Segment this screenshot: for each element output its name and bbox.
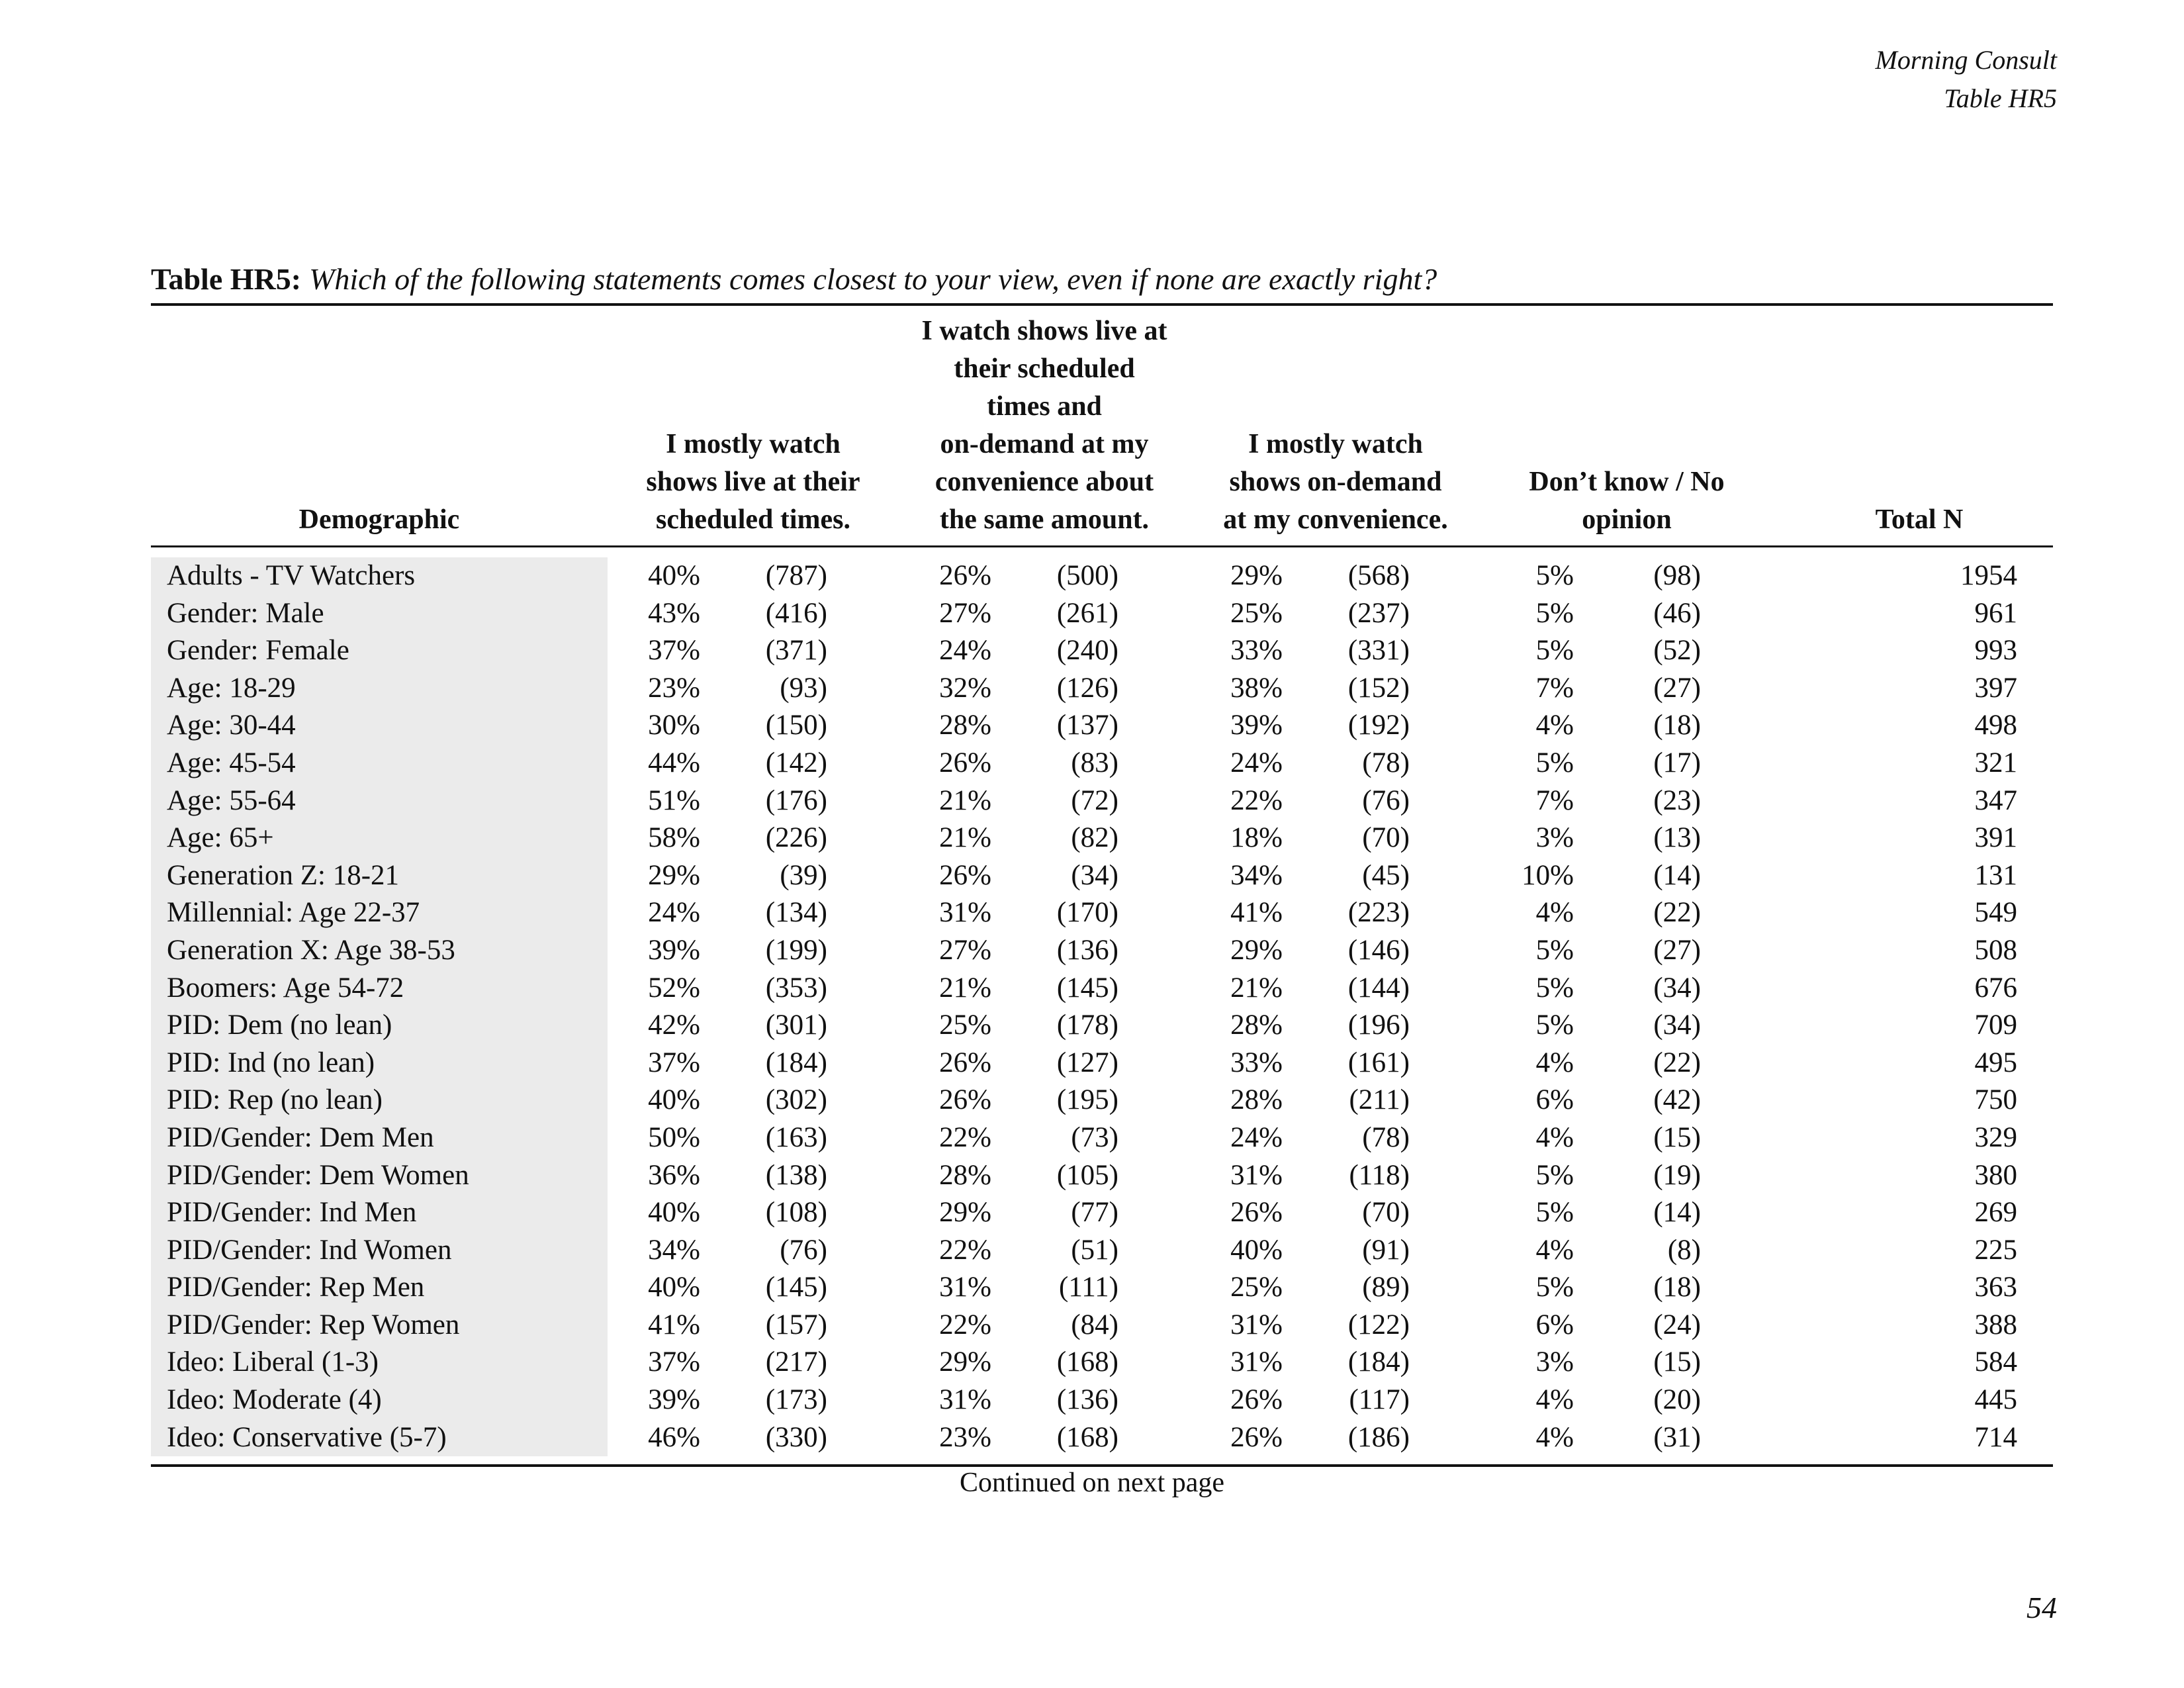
pct-live: 40% [648,1272,700,1303]
table-row [151,595,2053,633]
n-dont-know: (14) [1653,1197,1701,1229]
total-n: 321 [1974,747,2017,778]
pct-on-demand: 40% [1230,1234,1283,1266]
page-header [1876,41,2057,118]
n-both: (178) [1056,1009,1118,1041]
n-both: (51) [1071,1234,1118,1266]
n-dont-know: (18) [1653,710,1701,741]
pct-dont-know: 5% [1535,597,1574,629]
pct-dont-know: 4% [1535,1384,1574,1416]
pct-both: 32% [939,672,991,704]
n-on-demand: (192) [1347,710,1410,741]
pct-live: 29% [648,859,700,891]
n-on-demand: (76) [1362,784,1410,816]
pct-both: 26% [939,1047,991,1078]
total-n: 495 [1974,1047,2017,1078]
pct-on-demand: 33% [1230,635,1283,667]
n-on-demand: (122) [1347,1309,1410,1340]
pct-dont-know: 4% [1535,1234,1574,1266]
n-dont-know: (22) [1653,897,1701,929]
pct-on-demand: 26% [1230,1421,1283,1453]
n-dont-know: (22) [1653,1047,1701,1078]
n-on-demand: (89) [1362,1272,1410,1303]
pct-live: 40% [648,1084,700,1116]
demographic-label: Adults - TV Watchers [167,560,416,591]
pct-both: 26% [939,1084,991,1116]
table-row [151,1269,2053,1307]
pct-dont-know: 6% [1535,1084,1574,1116]
col-header-dont-know: Don’t know / No opinion [1529,467,1725,535]
pct-dont-know: 4% [1535,710,1574,741]
n-dont-know: (46) [1653,597,1701,629]
n-dont-know: (98) [1653,560,1701,591]
pct-both: 29% [939,1197,991,1229]
n-both: (240) [1056,635,1118,667]
pct-both: 22% [939,1234,991,1266]
pct-dont-know: 5% [1535,1197,1574,1229]
n-both: (195) [1056,1084,1118,1116]
pct-dont-know: 5% [1535,747,1574,778]
n-dont-know: (18) [1653,1272,1701,1303]
pct-both: 31% [939,1384,991,1416]
demographic-label: Generation Z: 18-21 [167,859,400,891]
n-dont-know: (24) [1653,1309,1701,1340]
n-dont-know: (34) [1653,1009,1701,1041]
n-live: (184) [765,1047,827,1078]
total-n: 549 [1974,897,2017,929]
total-n: 388 [1974,1309,2017,1340]
n-dont-know: (34) [1653,972,1701,1004]
table-caption [151,259,2053,299]
n-both: (170) [1056,897,1118,929]
pct-both: 22% [939,1309,991,1340]
n-dont-know: (20) [1653,1384,1701,1416]
total-n: 397 [1974,672,2017,704]
n-on-demand: (331) [1347,635,1410,667]
pct-both: 27% [939,934,991,966]
pct-dont-know: 5% [1535,1159,1574,1191]
total-n: 445 [1974,1384,2017,1416]
pct-both: 26% [939,859,991,891]
pct-dont-know: 4% [1535,1121,1574,1153]
demographic-label: Age: 55-64 [167,784,296,816]
n-live: (93) [780,672,827,704]
n-both: (72) [1071,784,1118,816]
continued-note: Continued on next page [959,1468,1225,1498]
n-both: (261) [1056,597,1118,629]
pct-dont-know: 7% [1535,672,1574,704]
pct-on-demand: 34% [1230,859,1283,891]
pct-on-demand: 31% [1230,1159,1283,1191]
total-n: 1954 [1960,560,2017,591]
n-live: (217) [765,1346,827,1378]
pct-live: 40% [648,1197,700,1229]
n-live: (163) [765,1121,827,1153]
n-both: (84) [1071,1309,1118,1340]
pct-both: 31% [939,1272,991,1303]
total-n: 508 [1974,934,2017,966]
n-both: (34) [1071,859,1118,891]
pct-both: 23% [939,1421,991,1453]
pct-live: 30% [648,710,700,741]
pct-live: 50% [648,1121,700,1153]
pct-live: 23% [648,672,700,704]
n-on-demand: (118) [1349,1159,1410,1191]
n-both: (73) [1071,1121,1118,1153]
pct-on-demand: 22% [1230,784,1283,816]
n-live: (138) [765,1159,827,1191]
pct-on-demand: 21% [1230,972,1283,1004]
n-on-demand: (186) [1347,1421,1410,1453]
demographic-label: Gender: Male [167,597,324,629]
n-both: (145) [1056,972,1118,1004]
n-on-demand: (568) [1347,560,1410,591]
total-n: 391 [1974,822,2017,854]
pct-dont-know: 4% [1535,1047,1574,1078]
table-row [151,1082,2053,1119]
pct-both: 28% [939,1159,991,1191]
n-dont-know: (23) [1653,784,1701,816]
demographic-label: Boomers: Age 54-72 [167,972,404,1004]
demographic-label: Ideo: Conservative (5-7) [167,1421,447,1453]
pct-on-demand: 38% [1230,672,1283,704]
n-live: (176) [765,784,827,816]
n-dont-know: (27) [1653,672,1701,704]
pct-live: 37% [648,1346,700,1378]
n-live: (371) [765,635,827,667]
n-live: (108) [765,1197,827,1229]
table-row [151,1307,2053,1344]
pct-on-demand: 25% [1230,1272,1283,1303]
demographic-label: Gender: Female [167,635,349,667]
n-on-demand: (146) [1347,934,1410,966]
n-live: (150) [765,710,827,741]
pct-live: 40% [648,560,700,591]
pct-live: 34% [648,1234,700,1266]
col-header-total: Total N [1875,504,1964,535]
total-n: 498 [1974,710,2017,741]
pct-live: 37% [648,635,700,667]
table-row [151,1119,2053,1157]
pct-live: 52% [648,972,700,1004]
n-live: (145) [765,1272,827,1303]
n-live: (787) [765,560,827,591]
n-dont-know: (13) [1653,822,1701,854]
pct-on-demand: 31% [1230,1346,1283,1378]
n-on-demand: (211) [1349,1084,1410,1116]
table-row [151,1382,2053,1419]
demographic-label: Generation X: Age 38-53 [167,934,455,966]
pct-dont-know: 5% [1535,635,1574,667]
demographic-label: PID/Gender: Ind Men [167,1197,417,1229]
n-on-demand: (78) [1362,1121,1410,1153]
n-live: (302) [765,1084,827,1116]
n-on-demand: (78) [1362,747,1410,778]
pct-live: 39% [648,1384,700,1416]
n-both: (83) [1071,747,1118,778]
n-dont-know: (42) [1653,1084,1701,1116]
n-dont-know: (19) [1653,1159,1701,1191]
table-row [151,1194,2053,1232]
pct-on-demand: 26% [1230,1384,1283,1416]
total-n: 329 [1974,1121,2017,1153]
demographic-label: PID: Rep (no lean) [167,1084,383,1116]
pct-dont-know: 5% [1535,934,1574,966]
n-live: (142) [765,747,827,778]
demographic-label: Age: 45-54 [167,747,296,778]
pct-on-demand: 28% [1230,1009,1283,1041]
demographic-label: Ideo: Liberal (1-3) [167,1346,379,1378]
n-on-demand: (237) [1347,597,1410,629]
n-both: (168) [1056,1346,1118,1378]
pct-live: 37% [648,1047,700,1078]
pct-live: 41% [648,1309,700,1340]
pct-both: 26% [939,747,991,778]
demographic-label: Age: 30-44 [167,710,296,741]
n-live: (157) [765,1309,827,1340]
org-name: Morning Consult [1875,45,2057,75]
total-n: 225 [1974,1234,2017,1266]
n-on-demand: (184) [1347,1346,1410,1378]
header-rule [151,545,2053,547]
caption-question: Which of the following statements comes closest to your view, even if none are exactly right? [309,262,1437,296]
table-row [151,745,2053,782]
table-id: Table HR5 [1944,83,2057,113]
pct-live: 51% [648,784,700,816]
n-dont-know: (8) [1667,1234,1701,1266]
col-header-live: I mostly watch shows live at their scheduled times. [646,429,860,535]
pct-on-demand: 25% [1230,597,1283,629]
pct-both: 29% [939,1346,991,1378]
col-header-demographic: Demographic [298,504,460,535]
n-on-demand: (91) [1362,1234,1410,1266]
pct-on-demand: 29% [1230,934,1283,966]
total-n: 269 [1974,1197,2017,1229]
n-on-demand: (196) [1347,1009,1410,1041]
n-on-demand: (161) [1347,1047,1410,1078]
demographic-label: Millennial: Age 22-37 [167,897,420,929]
n-live: (353) [765,972,827,1004]
pct-live: 58% [648,822,700,854]
top-rule [151,303,2053,306]
pct-on-demand: 26% [1230,1197,1283,1229]
pct-both: 22% [939,1121,991,1153]
total-n: 131 [1974,859,2017,891]
pct-dont-know: 4% [1535,897,1574,929]
pct-dont-know: 10% [1522,859,1574,891]
demographic-label: PID/Gender: Dem Men [167,1121,434,1153]
n-live: (76) [780,1234,827,1266]
n-live: (416) [765,597,827,629]
total-n: 714 [1974,1421,2017,1453]
pct-dont-know: 7% [1535,784,1574,816]
table-row [151,707,2053,745]
demographic-label: PID: Ind (no lean) [167,1047,375,1078]
table-row [151,632,2053,670]
total-n: 993 [1974,635,2017,667]
n-both: (137) [1056,710,1118,741]
pct-on-demand: 39% [1230,710,1283,741]
n-live: (39) [780,859,827,891]
n-both: (111) [1059,1272,1118,1303]
pct-both: 25% [939,1009,991,1041]
demographic-label: Ideo: Moderate (4) [167,1384,382,1416]
n-both: (136) [1056,934,1118,966]
demographic-label: Age: 65+ [167,822,274,854]
pct-live: 43% [648,597,700,629]
n-both: (500) [1056,560,1118,591]
table-row [151,970,2053,1008]
n-dont-know: (15) [1653,1346,1701,1378]
n-both: (82) [1071,822,1118,854]
table-row [151,1344,2053,1382]
table-row [151,932,2053,970]
total-n: 961 [1974,597,2017,629]
total-n: 363 [1974,1272,2017,1303]
pct-dont-know: 3% [1535,822,1574,854]
table-row [151,857,2053,895]
n-dont-know: (14) [1653,859,1701,891]
pct-both: 27% [939,597,991,629]
caption-label: Table HR5: [151,262,302,296]
pct-both: 21% [939,822,991,854]
table-row [151,1045,2053,1082]
pct-on-demand: 31% [1230,1309,1283,1340]
n-on-demand: (70) [1362,822,1410,854]
n-dont-know: (52) [1653,635,1701,667]
n-dont-know: (31) [1653,1421,1701,1453]
n-dont-know: (17) [1653,747,1701,778]
n-live: (330) [765,1421,827,1453]
pct-on-demand: 24% [1230,747,1283,778]
page-number: 54 [2026,1591,2057,1624]
pct-both: 28% [939,710,991,741]
pct-live: 36% [648,1159,700,1191]
table-row [151,557,2053,595]
n-both: (126) [1056,672,1118,704]
pct-live: 46% [648,1421,700,1453]
pct-on-demand: 33% [1230,1047,1283,1078]
n-both: (105) [1056,1159,1118,1191]
pct-dont-know: 3% [1535,1346,1574,1378]
table-row [151,1007,2053,1045]
pct-live: 39% [648,934,700,966]
demographic-label: PID/Gender: Dem Women [167,1159,469,1191]
pct-dont-know: 4% [1535,1421,1574,1453]
total-n: 750 [1974,1084,2017,1116]
n-both: (77) [1071,1197,1118,1229]
pct-on-demand: 18% [1230,822,1283,854]
total-n: 709 [1974,1009,2017,1041]
n-live: (134) [765,897,827,929]
demographic-label: PID/Gender: Rep Men [167,1272,425,1303]
pct-dont-know: 5% [1535,1272,1574,1303]
table-row [151,1232,2053,1270]
pct-live: 24% [648,897,700,929]
pct-both: 31% [939,897,991,929]
demographic-label: PID/Gender: Ind Women [167,1234,452,1266]
pct-both: 26% [939,560,991,591]
pct-live: 42% [648,1009,700,1041]
pct-both: 24% [939,635,991,667]
demographic-label: PID/Gender: Rep Women [167,1309,460,1340]
n-both: (136) [1056,1384,1118,1416]
n-dont-know: (27) [1653,934,1701,966]
table-row [151,820,2053,857]
n-on-demand: (152) [1347,672,1410,704]
table-row [151,894,2053,932]
table-row [151,1157,2053,1195]
table-row [151,670,2053,708]
n-dont-know: (15) [1653,1121,1701,1153]
pct-on-demand: 24% [1230,1121,1283,1153]
total-n: 676 [1974,972,2017,1004]
n-live: (173) [765,1384,827,1416]
pct-both: 21% [939,784,991,816]
table-row [151,782,2053,820]
n-on-demand: (144) [1347,972,1410,1004]
n-both: (127) [1056,1047,1118,1078]
n-live: (199) [765,934,827,966]
col-header-on-demand: I mostly watch shows on-demand at my convenience. [1223,429,1448,535]
pct-both: 21% [939,972,991,1004]
pct-on-demand: 28% [1230,1084,1283,1116]
n-on-demand: (223) [1347,897,1410,929]
pct-on-demand: 41% [1230,897,1283,929]
n-on-demand: (117) [1349,1384,1410,1416]
col-header-both: I watch shows live at their scheduled times and on-demand at my convenience about the same amount. [921,316,1167,535]
table-row [151,1419,2053,1457]
total-n: 347 [1974,784,2017,816]
pct-live: 44% [648,747,700,778]
pct-dont-know: 6% [1535,1309,1574,1340]
pct-on-demand: 29% [1230,560,1283,591]
demographic-label: PID: Dem (no lean) [167,1009,392,1041]
pct-dont-know: 5% [1535,972,1574,1004]
n-on-demand: (45) [1362,859,1410,891]
n-live: (226) [765,822,827,854]
n-both: (168) [1056,1421,1118,1453]
table-body [151,557,2053,1456]
pct-dont-know: 5% [1535,560,1574,591]
total-n: 584 [1974,1346,2017,1378]
total-n: 380 [1974,1159,2017,1191]
n-live: (301) [765,1009,827,1041]
n-on-demand: (70) [1362,1197,1410,1229]
demographic-label: Age: 18-29 [167,672,296,704]
pct-dont-know: 5% [1535,1009,1574,1041]
